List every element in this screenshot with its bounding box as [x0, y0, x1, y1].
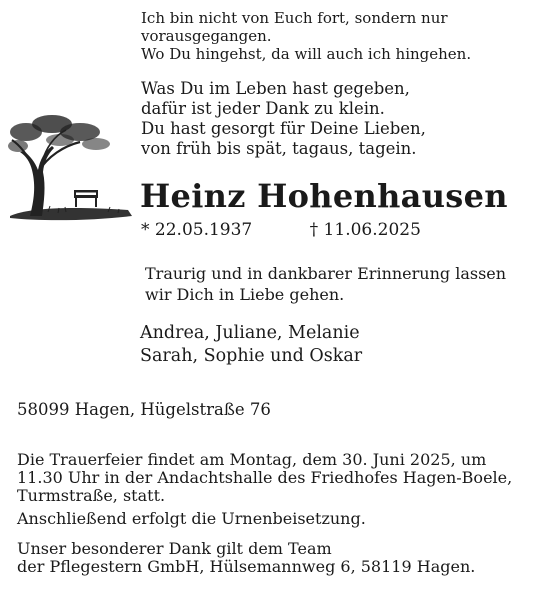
birth-date: * 22.05.1937	[141, 220, 253, 240]
family-line: Sarah, Sophie und Oskar	[140, 346, 363, 366]
poem-line: Du hast gesorgt für Deine Lieben,	[141, 119, 426, 138]
family-line: Andrea, Juliane, Melanie	[140, 323, 360, 343]
thanks-line: Unser besonderer Dank gilt dem Team	[17, 539, 332, 558]
urn-line: Anschließend erfolgt die Urnenbeisetzung.	[17, 509, 366, 528]
funeral-line: 11.30 Uhr in der Andachtshalle des Friedhofes Hagen-Boele,	[17, 468, 513, 487]
quote-line: Ich bin nicht von Euch fort, sondern nur	[141, 9, 448, 27]
life-dates	[141, 219, 421, 241]
funeral-line: Die Trauerfeier findet am Montag, dem 30. Juni 2025, um	[17, 450, 487, 469]
death-date: † 11.06.2025	[309, 220, 421, 240]
address: 58099 Hagen, Hügelstraße 76	[17, 400, 271, 419]
notice-line: wir Dich in Liebe gehen.	[145, 285, 345, 304]
funeral-line: Turmstraße, statt.	[17, 486, 166, 505]
deceased-name: Heinz Hohenhausen	[140, 177, 508, 215]
funeral-info	[17, 451, 537, 505]
thanks-note	[17, 540, 537, 576]
poem-line: von früh bis spät, tagaus, tagein.	[141, 139, 417, 158]
poem	[141, 79, 541, 159]
notice-line: Traurig und in dankbarer Erinnerung lassen	[145, 264, 507, 283]
quote-line: Wo Du hingehst, da will auch ich hingehen.	[141, 45, 472, 63]
urn-info	[17, 510, 537, 528]
mourning-notice	[145, 263, 506, 305]
tree-with-bench-illustration	[8, 112, 138, 232]
opening-quote	[141, 9, 541, 63]
thanks-line: der Pflegestern GmbH, Hülsemannweg 6, 58119 Hagen.	[17, 557, 476, 576]
poem-line: Was Du im Leben hast gegeben,	[141, 79, 410, 98]
poem-line: dafür ist jeder Dank zu klein.	[141, 99, 385, 118]
quote-line: vorausgegangen.	[141, 27, 272, 45]
family-names	[140, 322, 362, 368]
